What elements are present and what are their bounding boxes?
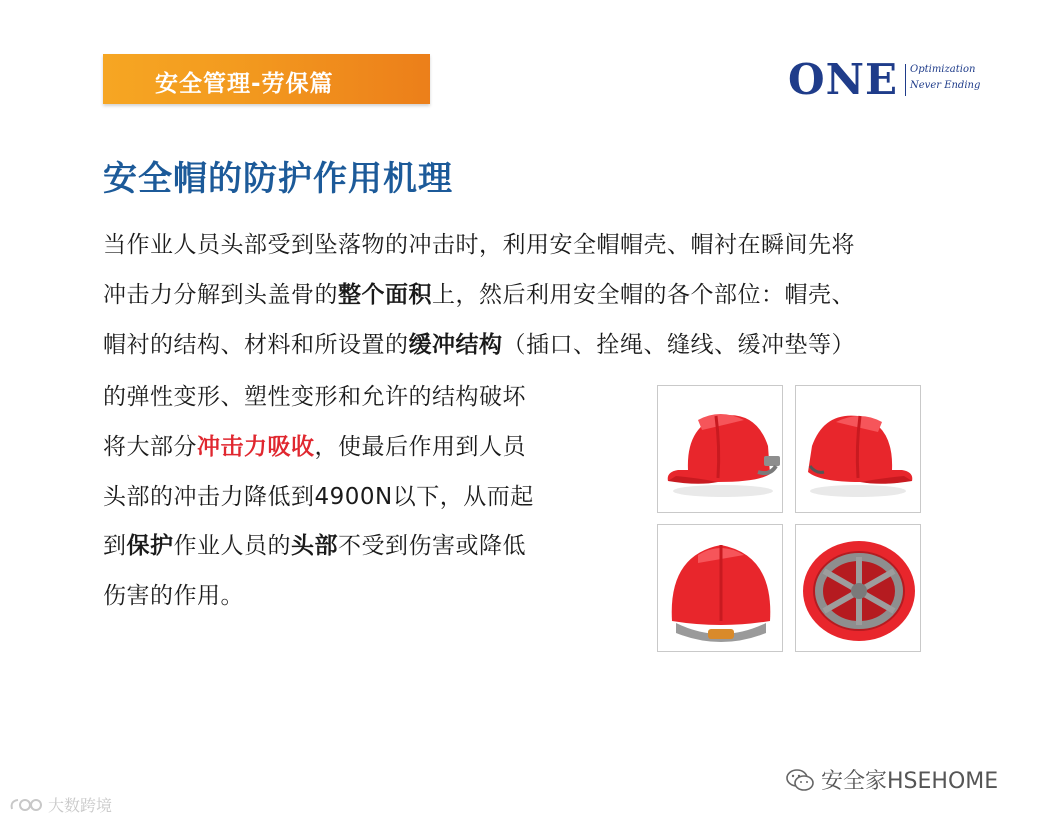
body-text: 的弹性变形、塑性变形和允许的结构破坏 <box>103 384 526 410</box>
watermark-source <box>8 793 112 816</box>
body-text: 到 <box>103 533 127 559</box>
logo-wordmark: ONE <box>788 55 898 104</box>
wechat-icon <box>785 767 815 793</box>
body-text: 上，然后利用安全帽的各个部位：帽壳、 <box>432 282 855 308</box>
body-text: ，使最后作用到人员 <box>314 434 526 460</box>
section-banner <box>103 54 430 104</box>
logo-divider <box>905 64 906 96</box>
body-line-6 <box>103 470 534 524</box>
body-line-2 <box>103 268 855 322</box>
body-line-5 <box>103 420 526 474</box>
body-text: 伤害的作用。 <box>103 583 244 609</box>
source-watermark-text: 大数跨境 <box>48 796 113 815</box>
body-text: 不受到伤害或降低 <box>338 533 526 559</box>
helmet-back-image <box>658 525 783 652</box>
page-title: 安全帽的防护作用机理 <box>103 159 453 199</box>
body-text: 头部的冲击力降低到4900N以下，从而起 <box>103 484 534 510</box>
emphasis-text: 整个面积 <box>338 282 432 308</box>
helmet-photo-side-right <box>795 385 921 513</box>
body-text: 当作业人员头部受到坠落物的冲击时，利用安全帽帽壳、帽衬在瞬间先将 <box>103 232 855 258</box>
body-text: （插口、拴绳、缝线、缓冲垫等） <box>502 332 855 358</box>
body-line-3 <box>103 318 855 372</box>
logo-tagline-line-1: Optimization <box>910 64 976 75</box>
helmet-side-left-image <box>658 386 783 513</box>
body-line-8 <box>103 569 244 623</box>
helmet-photo-back <box>657 524 783 652</box>
emphasis-text: 缓冲结构 <box>408 332 503 358</box>
body-text: 帽衬的结构、材料和所设置的 <box>103 332 409 358</box>
body-line-7 <box>103 519 526 573</box>
helmet-photo-inside <box>795 524 921 652</box>
source-logo-icon <box>8 795 44 815</box>
helmet-side-right-image <box>796 386 921 513</box>
banner-title: 安全管理-劳保篇 <box>155 71 334 97</box>
body-line-4 <box>103 370 526 424</box>
highlight-text: 冲击力吸收 <box>197 434 315 460</box>
helmet-inside-image <box>796 525 921 652</box>
company-logo <box>788 56 988 104</box>
emphasis-text: 头部 <box>291 533 338 559</box>
body-text: 将大部分 <box>103 434 197 460</box>
watermark-text: 安全家HSEHOME <box>821 769 999 794</box>
watermark-hsehome <box>785 764 998 795</box>
body-text: 冲击力分解到头盖骨的 <box>103 282 338 308</box>
body-line-1 <box>103 218 855 272</box>
logo-tagline-line-2: Never Ending <box>910 80 981 91</box>
emphasis-text: 保护 <box>126 533 174 559</box>
body-text: 作业人员的 <box>173 533 291 559</box>
logo-tagline <box>910 62 980 94</box>
helmet-photo-side-left <box>657 385 783 513</box>
